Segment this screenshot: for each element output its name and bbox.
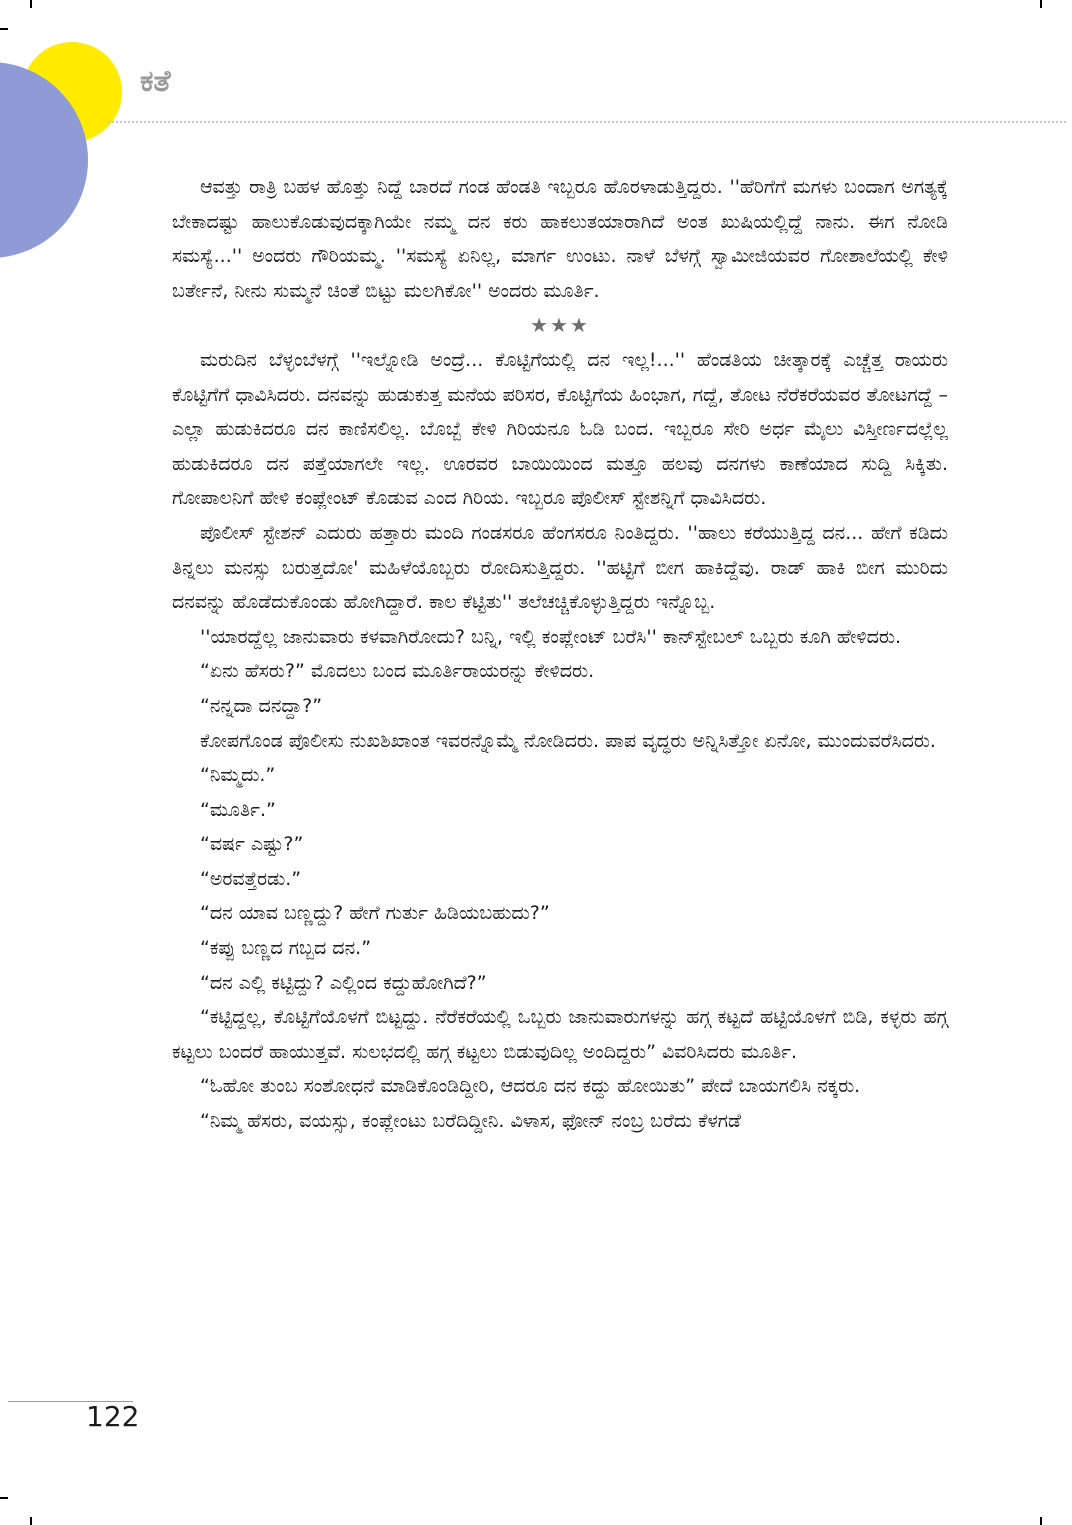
- story-paragraph: “ಕಟ್ಟಿದ್ದಲ್ಲ, ಕೊಟ್ಟಿಗೆಯೊಳಗೆ ಬಿಟ್ಟದ್ದು. ನೆರೆಕರೆಯಲ್ಲಿ ಒಬ್ಬರು ಜಾನುವಾರುಗಳನ್ನು ಹಗ್ಗ ಕಟ್ಟದೆ ಹಟ್ಟಿಯೊಳಗೆ ಬಿಡಿ, ಕಳ್ಳರು ಹಗ್ಗ ಕಟ್ಟಲು ಬಂದರೆ ಹಾಯುತ್ತವೆ. ಸುಲಭದಲ್ಲಿ ಹಗ್ಗ ಕಟ್ಟಲು ಬಿಡುವುದಿಲ್ಲ ಅಂದಿದ್ದರು” ವಿವರಿಸಿದರು ಮೂರ್ತಿ.: [172, 1006, 948, 1063]
- story-paragraph: ಕೋಪಗೊಂಡ ಪೊಲೀಸು ನುಖಶಿಖಾಂತ ಇವರನ್ನೊಮ್ಮೆ ನೋಡಿದರು. ಪಾಪ ವೃದ್ಧರು ಅನ್ನಿಸಿತ್ತೋ ಏನೋ, ಮುಂದುವರೆಸಿದರು.: [200, 729, 936, 752]
- story-paragraph: “ಮೂರ್ತಿ.”: [200, 798, 276, 821]
- crop-mark-bottom-right: [1040, 1517, 1042, 1525]
- crop-mark-top-left: [30, 0, 32, 8]
- story-paragraph: “ಓಹೋ ತುಂಬ ಸಂಶೋಧನೆ ಮಾಡಿಕೊಂಡಿದ್ದೀರಿ, ಆದರೂ ದನ ಕದ್ದು ಹೋಯಿತು” ಪೇದೆ ಬಾಯಗಲಿಸಿ ನಕ್ಕರು.: [200, 1075, 861, 1098]
- crop-mark-left-upper: [0, 28, 8, 30]
- story-paragraph: “ದನ ಯಾವ ಬಣ್ಣದ್ದು? ಹೇಗೆ ಗುರ್ತು ಹಿಡಿಯಬಹುದು?”: [200, 902, 550, 925]
- story-paragraph: “ನನ್ನದಾ ದನದ್ದಾ?”: [200, 694, 323, 717]
- story-paragraph: ''ಯಾರದ್ದೆಲ್ಲ ಜಾನುವಾರು ಕಳವಾಗಿರೋದು? ಬನ್ನಿ, ಇಲ್ಲಿ ಕಂಪ್ಲೇಂಟ್ ಬರೆಸಿ'' ಕಾನ್‌ಸ್ಟೇಬಲ್ ಒಬ್ಬರು ಕೂಗಿ ಹೇಳಿದರು.: [200, 625, 902, 648]
- header-dotted-rule: [108, 121, 1066, 123]
- crop-mark-top-right: [1040, 0, 1042, 8]
- story-paragraph: “ದನ ಎಲ್ಲಿ ಕಟ್ಟಿದ್ದು? ಎಲ್ಲಿಂದ ಕದ್ದುಹೋಗಿದೆ?”: [200, 971, 487, 994]
- section-title: ಕತೆ: [140, 64, 171, 99]
- section-break-stars: ★★★: [530, 313, 590, 338]
- crop-mark-bottom-left: [30, 1517, 32, 1525]
- story-paragraphs-after-break: [172, 343, 948, 1139]
- story-paragraph: ಆವತ್ತು ರಾತ್ರಿ ಬಹಳ ಹೊತ್ತು ನಿದ್ದೆ ಬಾರದೆ ಗಂಡ ಹೆಂಡತಿ ಇಬ್ಬರೂ ಹೊರಳಾಡುತ್ತಿದ್ದರು. ''ಹೆರಿಗೆಗೆ ಮಗಳು ಬಂದಾಗ ಅಗತ್ಯಕ್ಕೆ ಬೇಕಾದಷ್ಟು ಹಾಲುಕೊಡುವುದಕ್ಕಾಗಿಯೇ ನಮ್ಮ ದನ ಕರು ಹಾಕಲುತಯಾರಾಗಿದೆ ಅಂತ ಖುಷಿಯಲ್ಲಿದ್ದೆ ನಾನು. ಈಗ ನೋಡಿ ಸಮಸ್ಯೆ...'' ಅಂದರು ಗೌರಿಯಮ್ಮ. ''ಸಮಸ್ಯೆ ಏನಿಲ್ಲ, ಮಾರ್ಗ ಉಂಟು. ನಾಳೆ ಬೆಳಗ್ಗೆ ಸ್ವಾಮೀಜಿಯವರ ಗೋಶಾಲೆಯಲ್ಲಿ ಕೇಳಿ ಬರ್ತೇನೆ, ನೀನು ಸುಮ್ಮನೆ ಚಿಂತೆ ಬಿಟ್ಟು ಮಲಗಿಕೋ'' ಅಂದರು ಮೂರ್ತಿ.: [172, 176, 948, 302]
- story-paragraph: “ಕಪ್ಪು ಬಣ್ಣದ ಗಬ್ಬದ ದನ.”: [200, 937, 372, 960]
- story-paragraph: “ವರ್ಷ ಎಷ್ಟು?”: [200, 833, 304, 856]
- crop-mark-left-lower: [0, 1497, 8, 1499]
- story-paragraph: “ನಿಮ್ಮದು.”: [200, 764, 276, 787]
- page-number: 122: [86, 1400, 140, 1433]
- story-body: [172, 170, 948, 1139]
- story-paragraph: ಪೊಲೀಸ್ ಸ್ಟೇಶನ್ ಎದುರು ಹತ್ತಾರು ಮಂದಿ ಗಂಡಸರೂ ಹೆಂಗಸರೂ ನಿಂತಿದ್ದರು. ''ಹಾಲು ಕರೆಯುತ್ತಿದ್ದ ದನ... ಹೇಗೆ ಕಡಿದು ತಿನ್ನಲು ಮನಸ್ಸು ಬರುತ್ತದೋ' ಮಹಿಳೆಯೊಬ್ಬರು ರೋದಿಸುತ್ತಿದ್ದರು. ''ಹಟ್ಟಿಗೆ ಬೀಗ ಹಾಕಿದ್ದೆವು. ರಾಡ್ ಹಾಕಿ ಬೀಗ ಮುರಿದು ದನವನ್ನು ಹೊಡೆದುಕೊಂಡು ಹೋಗಿದ್ದಾರೆ. ಕಾಲ ಕೆಟ್ಟಿತು'' ತಲೆಚಚ್ಚಿಕೊಳ್ಳುತ್ತಿದ್ದರು ಇನ್ನೊಬ್ಬ.: [172, 521, 948, 614]
- story-paragraph: “ಏನು ಹೆಸರು?” ಮೊದಲು ಬಂದ ಮೂರ್ತಿರಾಯರನ್ನು ಕೇಳಿದರು.: [200, 660, 595, 683]
- story-paragraph: “ನಿಮ್ಮ ಹೆಸರು, ವಯಸ್ಸು, ಕಂಪ್ಲೇಂಟು ಬರೆದಿದ್ದೀನಿ. ವಿಳಾಸ, ಫೋನ್ ನಂಬ್ರ ಬರೆದು ಕೆಳಗಡೆ: [200, 1110, 741, 1133]
- story-paragraph: “ಅರವತ್ತೆರಡು.”: [200, 867, 302, 890]
- story-paragraph: ಮರುದಿನ ಬೆಳ್ಳಂಬೆಳಗ್ಗೆ ''ಇಲ್ನೋಡಿ ಅಂದ್ರೆ... ಕೊಟ್ಟಿಗೆಯಲ್ಲಿ ದನ ಇಲ್ಲ!...'' ಹೆಂಡತಿಯ ಚೀತ್ಕಾರಕ್ಕೆ ಎಚ್ಚೆತ್ತ ರಾಯರು ಕೊಟ್ಟಿಗೆಗೆ ಧಾವಿಸಿದರು. ದನವನ್ನು ಹುಡುಕುತ್ತ ಮನೆಯ ಪರಿಸರ, ಕೊಟ್ಟಿಗೆಯ ಹಿಂಭಾಗ, ಗದ್ದೆ, ತೋಟ ನೆರೆಕರೆಯವರ ತೋಟಗದ್ದೆ – ಎಲ್ಲಾ ಹುಡುಕಿದರೂ ದನ ಕಾಣಿಸಲಿಲ್ಲ. ಬೊಬ್ಬೆ ಕೇಳಿ ಗಿರಿಯನೂ ಓಡಿ ಬಂದ. ಇಬ್ಬರೂ ಸೇರಿ ಅರ್ಧ ಮೈಲು ವಿಸ್ತೀರ್ಣದಲ್ಲೆಲ್ಲ ಹುಡುಕಿದರೂ ದನ ಪತ್ತೆಯಾಗಲೇ ಇಲ್ಲ. ಊರವರ ಬಾಯಿಯಿಂದ ಮತ್ತೂ ಹಲವು ದನಗಳು ಕಾಣೆಯಾದ ಸುದ್ದಿ ಸಿಕ್ಕಿತು. ಗೋಪಾಲನಿಗೆ ಹೇಳಿ ಕಂಪ್ಲೇಂಟ್ ಕೊಡುವ ಎಂದ ಗಿರಿಯ. ಇಬ್ಬರೂ ಪೊಲೀಸ್ ಸ್ಟೇಶನ್ನಿಗೆ ಧಾವಿಸಿದರು.: [172, 348, 948, 510]
